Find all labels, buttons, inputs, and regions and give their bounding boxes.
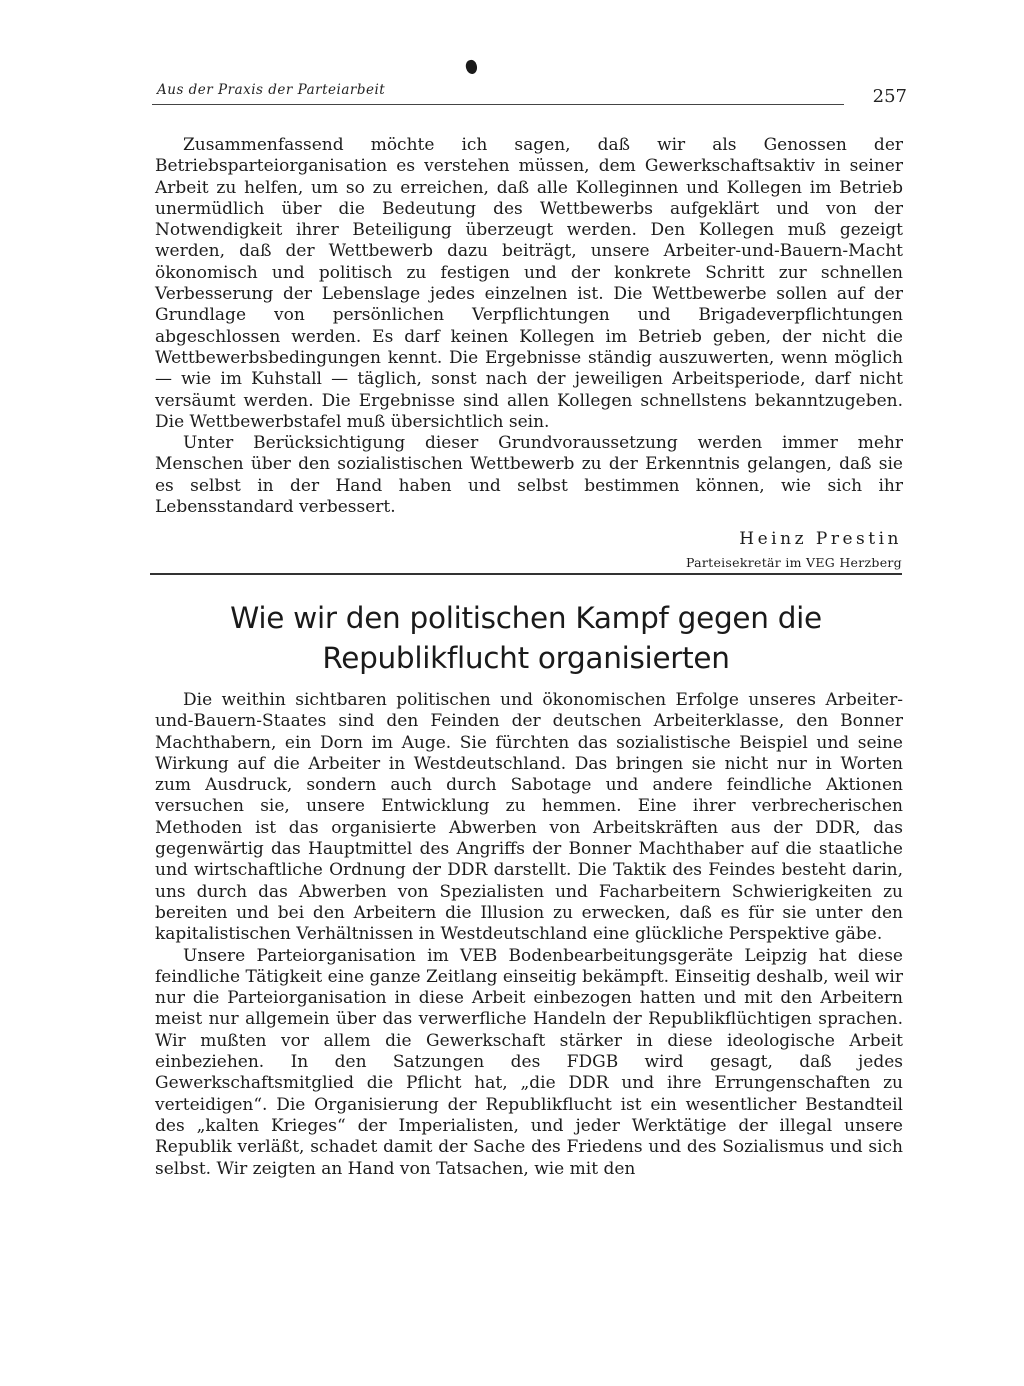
header-rule	[152, 104, 844, 105]
ink-blot	[464, 59, 478, 75]
section-divider	[150, 573, 902, 575]
paragraph: Zusammenfassend möchte ich sagen, daß wir als Genossen der Betriebsparteiorganisation es verstehen müssen, dem Gewerkschaftsaktiv in seiner Arbeit zu helfen, um so zu erreichen, daß alle Kolleginnen und Kollegen im Betrieb unermüdlich über die Bedeutung des Wettbewerbs aufgeklärt und von der Notwendigkeit ihrer Beteiligung überzeugt werden. Den Kollegen muß gezeigt werden, daß der Wettbewerb dazu beiträgt, unsere Arbeiter-und-Bauern-Macht ökonomisch und politisch zu festigen und der konkrete Schritt zur schnellen Verbesserung der Lebenslage jedes einzelnen ist. Die Wettbewerbe sollen auf der Grundlage von persönlichen Verpflichtungen und Brigadeverpflichtungen abgeschlossen werden. Es darf keinen Kollegen im Betrieb geben, der nicht die Wettbewerbsbedingungen kennt. Die Ergebnisse ständig auszuwerten, wenn möglich — wie im Kuhstall — täglich, sonst nach der jeweiligen Arbeitsperiode, darf nicht versäumt werden. Die Ergebnisse sind allen Kollegen schnellstens bekanntzugeben. Die Wettbewerbstafel muß übersichtlich sein.	[155, 135, 903, 432]
paragraph: Unsere Parteiorganisation im VEB Bodenbearbeitungsgeräte Leipzig hat diese feindliche Tätigkeit eine ganze Zeitlang einseitig bekämpft. Einseitig deshalb, weil wir nur die Parteiorganisation in diese Arbeit einbezogen hatten und mit den Arbeitern meist nur allgemein über das verwerfliche Handeln der Republikflüchtigen sprachen. Wir mußten vor allem die Gewerkschaft stärker in diese ideologische Arbeit einbeziehen. In den Satzungen des FDGB wird gesagt, daß jedes Gewerkschaftsmitglied die Pflicht hat, „die DDR und ihre Errungenschaften zu verteidigen“. Die Organisierung der Republikflucht ist ein wesentlicher Bestandteil des „kalten Krieges“ der Imperialisten, und jeder Werktätige der illegal unsere Republik verläßt, schadet damit der Sache des Friedens und des Sozialismus und sich selbst. Wir zeigten an Hand von Tatsachen, wie mit den	[155, 945, 903, 1179]
paragraph: Die weithin sichtbaren politischen und ökonomischen Erfolge unseres Arbeiter-und-Bauern-Staates sind den Feinden der deutschen Arbeiterklasse, den Bonner Machthabern, ein Dorn im Auge. Sie fürchten das sozialistische Beispiel und seine Wirkung auf die Arbeiter in Westdeutschland. Das bringen sie nicht nur in Worten zum Ausdruck, sondern auch durch Sabotage und andere feindliche Aktionen versuchen sie, unsere Entwicklung zu hemmen. Eine ihrer verbrecherischen Methoden ist das organisierte Abwerben von Arbeitskräften aus der DDR, das gegenwärtig das Hauptmittel des Angriffs der Bonner Machthaber auf die staatliche und wirtschaftliche Ordnung der DDR darstellt. Die Taktik des Feindes besteht darin, uns durch das Abwerben von Spezialisten und Facharbeitern Schwierigkeiten zu bereiten und bei den Arbeitern die Illusion zu erwecken, daß es für sie unter den kapitalistischen Verhältnissen in Westdeutschland eine glückliche Perspektive gäbe.	[155, 690, 903, 945]
previous-article-body	[155, 135, 903, 518]
article-body	[155, 690, 903, 1180]
page-header	[155, 82, 907, 106]
running-head: Aus der Praxis der Parteiarbeit	[157, 82, 386, 98]
author-signature: Heinz Prestin	[739, 529, 902, 549]
author-affiliation: Parteisekretär im VEG Herzberg	[685, 555, 902, 570]
paragraph: Unter Berücksichtigung dieser Grundvoraussetzung werden immer mehr Menschen über den sozialistischen Wettbewerb zu der Erkenntnis gelangen, daß sie es selbst in der Hand haben und selbst bestimmen können, wie sich ihr Lebensstandard verbessert.	[155, 433, 903, 518]
page-number: 257	[872, 86, 907, 107]
article-title: Wie wir den politischen Kampf gegen die Republikflucht organisierten	[230, 601, 822, 675]
